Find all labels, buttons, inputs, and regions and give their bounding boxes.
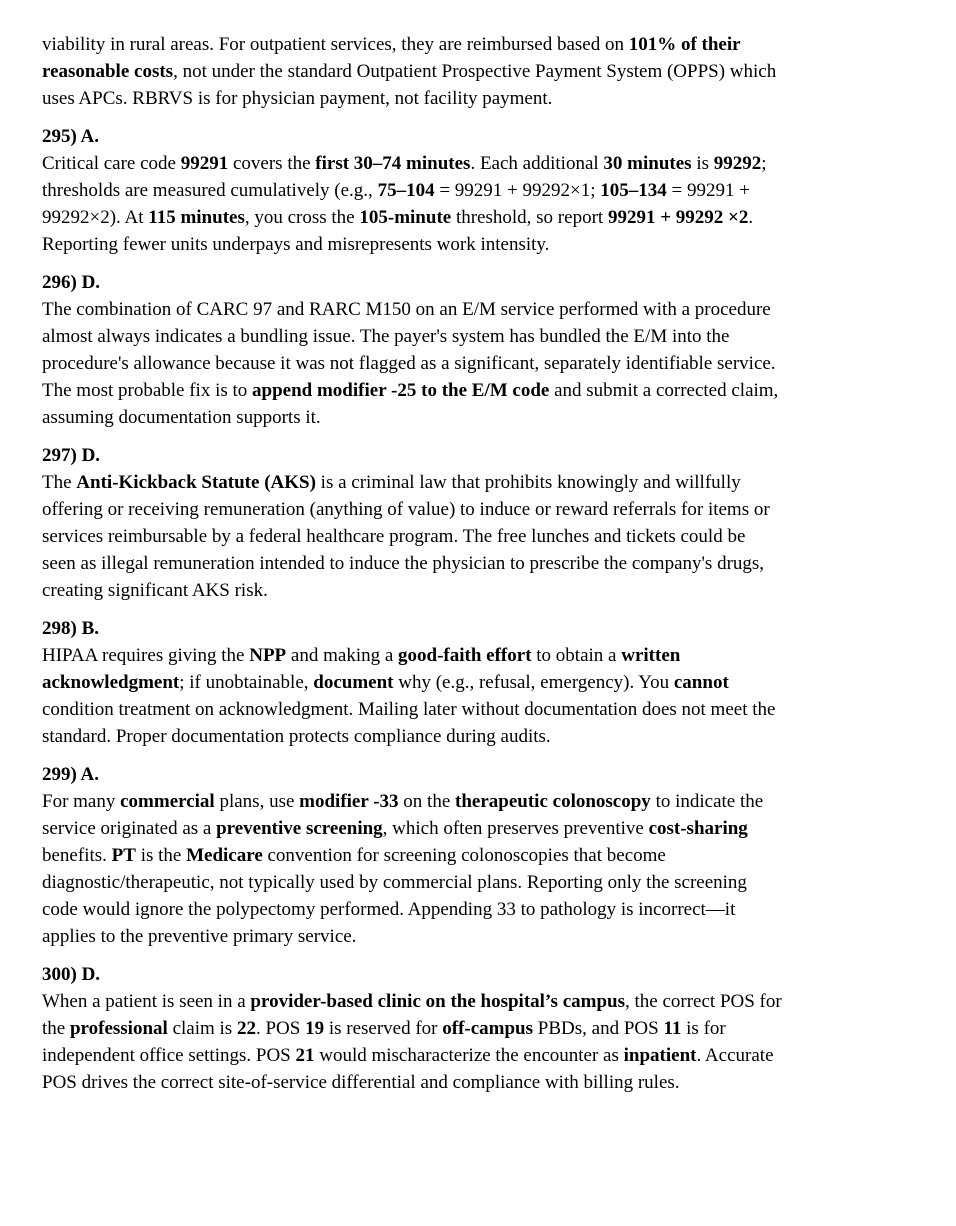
text-line bbox=[42, 323, 926, 350]
answer-key-content bbox=[42, 31, 926, 1107]
text-line bbox=[42, 1069, 926, 1096]
text-line bbox=[42, 1015, 926, 1042]
bold-text-run: commercial bbox=[120, 791, 215, 812]
text-run: HIPAA requires giving the bbox=[42, 645, 250, 666]
bold-text-run: PT bbox=[111, 845, 136, 866]
text-run: seen as illegal remuneration intended to induce the physician to prescribe the company's drugs, bbox=[42, 553, 765, 574]
text-run: The combination of CARC 97 and RARC M150 on an E/M service performed with a procedure bbox=[42, 299, 771, 320]
text-run: , you cross the bbox=[244, 207, 360, 228]
text-run: is a criminal law that prohibits knowingly and willfully bbox=[315, 472, 741, 493]
text-run: Critical care code bbox=[42, 153, 181, 174]
text-run: code would ignore the polypectomy performed. Appending 33 to pathology is incorrect—it bbox=[42, 899, 736, 920]
bold-text-run: 19 bbox=[305, 1018, 325, 1039]
bold-text-run: 99291 + 99292 ×2 bbox=[607, 207, 749, 228]
text-run: standard. Proper documentation protects compliance during audits. bbox=[42, 726, 551, 747]
text-line bbox=[42, 85, 926, 112]
text-run: is bbox=[691, 153, 714, 174]
text-line bbox=[42, 869, 926, 896]
answer-296 bbox=[42, 269, 926, 431]
bold-text-run: cost-sharing bbox=[648, 818, 748, 839]
text-run: almost always indicates a bundling issue. The payer's system has bundled the E/M into the bbox=[42, 326, 730, 347]
bold-text-run: 101% of their bbox=[628, 34, 741, 55]
answer-heading: 297) D. bbox=[42, 445, 101, 466]
text-run: is the bbox=[135, 845, 187, 866]
bold-text-run: append modifier -25 to the E/M code bbox=[252, 380, 550, 401]
text-run: would mischaracterize the encounter as bbox=[314, 1045, 624, 1066]
text-run: and making a bbox=[286, 645, 399, 666]
text-run: convention for screening colonoscopies that become bbox=[262, 845, 666, 866]
text-run: , not under the standard Outpatient Prospective Payment System (OPPS) which bbox=[173, 61, 777, 82]
text-run: condition treatment on acknowledgment. Mailing later without documentation does not meet the bbox=[42, 699, 776, 720]
bold-text-run: inpatient bbox=[623, 1045, 697, 1066]
text-run: 99292×2). At bbox=[42, 207, 149, 228]
text-line bbox=[42, 231, 926, 258]
text-run: . bbox=[748, 207, 754, 228]
text-run: . POS bbox=[255, 1018, 306, 1039]
text-line bbox=[42, 1042, 926, 1069]
bold-text-run: modifier -33 bbox=[299, 791, 399, 812]
bold-text-run: 105-minute bbox=[359, 207, 452, 228]
text-line bbox=[42, 31, 926, 58]
text-run: , which often preserves preventive bbox=[382, 818, 649, 839]
text-line bbox=[42, 896, 926, 923]
answer-heading: 300) D. bbox=[42, 964, 101, 985]
text-run: independent office settings. POS bbox=[42, 1045, 296, 1066]
text-line bbox=[42, 496, 926, 523]
bold-text-run: document bbox=[313, 672, 394, 693]
text-run: is for bbox=[681, 1018, 726, 1039]
text-run: PBDs, and POS bbox=[533, 1018, 664, 1039]
text-run: why (e.g., refusal, emergency). You bbox=[393, 672, 674, 693]
text-run: services reimbursable by a federal healthcare program. The free lunches and tickets could be bbox=[42, 526, 746, 547]
bold-text-run: provider-based clinic on the hospital’s campus bbox=[250, 991, 625, 1012]
text-line bbox=[42, 696, 926, 723]
text-run: claim is bbox=[167, 1018, 237, 1039]
intro-continuation-paragraph bbox=[42, 31, 926, 112]
text-line bbox=[42, 788, 926, 815]
text-line bbox=[42, 58, 926, 85]
bold-text-run: therapeutic colonoscopy bbox=[455, 791, 651, 812]
answer-heading: 299) A. bbox=[42, 764, 99, 785]
text-run: service originated as a bbox=[42, 818, 217, 839]
text-run: procedure's allowance because it was not flagged as a significant, separately identifiable service. bbox=[42, 353, 776, 374]
text-line bbox=[42, 577, 926, 604]
bold-text-run: 75–104 bbox=[377, 180, 435, 201]
answer-heading: 298) B. bbox=[42, 618, 99, 639]
text-run: The bbox=[42, 472, 77, 493]
answer-300 bbox=[42, 961, 926, 1096]
bold-text-run: first 30–74 minutes bbox=[315, 153, 471, 174]
bold-text-run: 22 bbox=[236, 1018, 256, 1039]
bold-text-run: cannot bbox=[673, 672, 729, 693]
text-line bbox=[42, 377, 926, 404]
bold-text-run: off-campus bbox=[442, 1018, 534, 1039]
text-run: to indicate the bbox=[650, 791, 764, 812]
answer-297 bbox=[42, 442, 926, 604]
text-line bbox=[42, 296, 926, 323]
bold-text-run: reasonable costs bbox=[42, 61, 174, 82]
text-run: applies to the preventive primary service. bbox=[42, 926, 357, 947]
text-run: plans, use bbox=[214, 791, 300, 812]
text-run: and submit a corrected claim, bbox=[549, 380, 779, 401]
text-line bbox=[42, 523, 926, 550]
text-run: . Each additional bbox=[470, 153, 604, 174]
text-run: ; bbox=[761, 153, 767, 174]
text-run: threshold, so report bbox=[451, 207, 608, 228]
text-run: is reserved for bbox=[324, 1018, 443, 1039]
text-run: POS drives the correct site-of-service differential and compliance with billing rules. bbox=[42, 1072, 680, 1093]
text-line bbox=[42, 669, 926, 696]
bold-text-run: professional bbox=[69, 1018, 168, 1039]
text-line bbox=[42, 550, 926, 577]
text-line bbox=[42, 642, 926, 669]
text-run: diagnostic/therapeutic, not typically used by commercial plans. Reporting only the screening bbox=[42, 872, 747, 893]
text-run: . Accurate bbox=[696, 1045, 774, 1066]
bold-text-run: 11 bbox=[663, 1018, 682, 1039]
text-run: the bbox=[42, 1018, 70, 1039]
text-run: assuming documentation supports it. bbox=[42, 407, 321, 428]
bold-text-run: preventive screening bbox=[216, 818, 383, 839]
text-run: benefits. bbox=[42, 845, 112, 866]
bold-text-run: Medicare bbox=[186, 845, 263, 866]
text-run: ; if unobtainable, bbox=[179, 672, 314, 693]
bold-text-run: 99291 bbox=[180, 153, 229, 174]
text-run: thresholds are measured cumulatively (e.g., bbox=[42, 180, 378, 201]
text-run: creating significant AKS risk. bbox=[42, 580, 268, 601]
bold-text-run: 105–134 bbox=[600, 180, 667, 201]
text-line bbox=[42, 177, 926, 204]
text-line bbox=[42, 815, 926, 842]
answer-295 bbox=[42, 123, 926, 258]
answer-heading: 296) D. bbox=[42, 272, 101, 293]
text-run: offering or receiving remuneration (anything of value) to induce or reward referrals for items or bbox=[42, 499, 770, 520]
bold-text-run: 30 minutes bbox=[603, 153, 692, 174]
text-line bbox=[42, 469, 926, 496]
text-run: , the correct POS for bbox=[625, 991, 782, 1012]
text-run: For many bbox=[42, 791, 121, 812]
bold-text-run: 99292 bbox=[713, 153, 762, 174]
text-line bbox=[42, 988, 926, 1015]
text-line bbox=[42, 204, 926, 231]
answer-heading: 295) A. bbox=[42, 126, 99, 147]
text-line bbox=[42, 150, 926, 177]
text-line bbox=[42, 723, 926, 750]
text-run: covers the bbox=[228, 153, 316, 174]
text-line bbox=[42, 350, 926, 377]
text-run: = 99291 + bbox=[666, 180, 750, 201]
bold-text-run: 115 minutes bbox=[148, 207, 245, 228]
bold-text-run: Anti-Kickback Statute (AKS) bbox=[76, 472, 316, 493]
text-line bbox=[42, 404, 926, 431]
answer-299 bbox=[42, 761, 926, 950]
text-run: to obtain a bbox=[531, 645, 622, 666]
bold-text-run: NPP bbox=[249, 645, 287, 666]
text-run: on the bbox=[398, 791, 456, 812]
text-run: viability in rural areas. For outpatient services, they are reimbursed based on bbox=[42, 34, 629, 55]
text-run: uses APCs. RBRVS is for physician payment, not facility payment. bbox=[42, 88, 553, 109]
text-run: Reporting fewer units underpays and misrepresents work intensity. bbox=[42, 234, 550, 255]
text-run: The most probable fix is to bbox=[42, 380, 253, 401]
text-line bbox=[42, 923, 926, 950]
bold-text-run: written bbox=[621, 645, 681, 666]
text-line bbox=[42, 842, 926, 869]
answer-298 bbox=[42, 615, 926, 750]
bold-text-run: 21 bbox=[295, 1045, 315, 1066]
text-run: = 99291 + 99292×1; bbox=[434, 180, 601, 201]
text-run: When a patient is seen in a bbox=[42, 991, 251, 1012]
bold-text-run: acknowledgment bbox=[42, 672, 180, 693]
bold-text-run: good-faith effort bbox=[398, 645, 532, 666]
